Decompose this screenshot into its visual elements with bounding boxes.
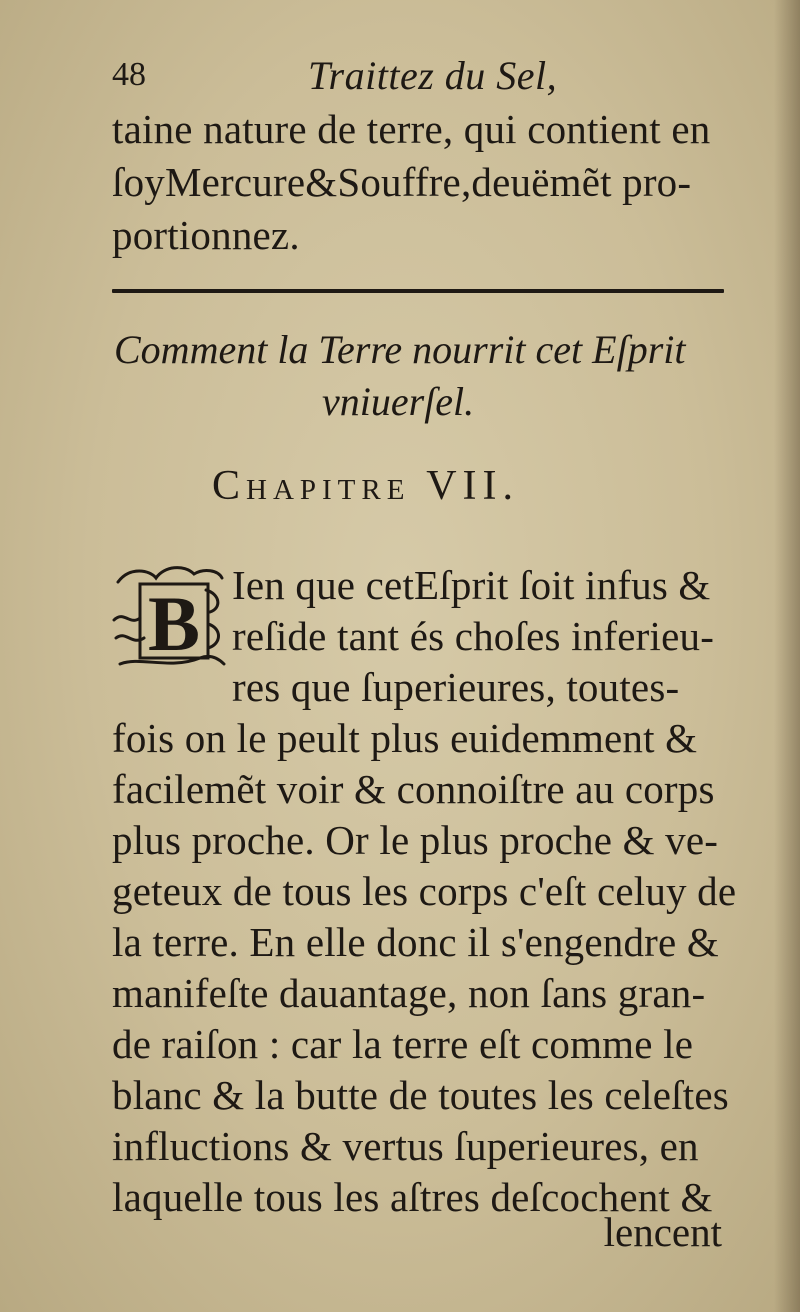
page-number: 48 bbox=[112, 56, 146, 93]
text-line: reſide tant és choſes inferieu- bbox=[232, 613, 715, 659]
section-title-line-2: vniuerſel. bbox=[322, 379, 475, 424]
text-line: de raiſon : car la terre eſt comme le bbox=[112, 1021, 694, 1067]
text-line: res que ſuperieures, toutes- bbox=[232, 664, 680, 710]
text-line: influctions & vertus ſuperieures, en bbox=[112, 1123, 699, 1169]
section-title-line-1: Comment la Terre nourrit cet Eſprit bbox=[114, 327, 686, 372]
text-line: fois on le peult plus euidemment & bbox=[112, 715, 698, 761]
text-line: Ien que cetEſprit ſoit infus & bbox=[232, 562, 711, 608]
ornamental-initial-icon bbox=[110, 560, 228, 672]
text-line: geteux de tous les corps c'eſt celuy de bbox=[112, 868, 737, 914]
catchword: lencent bbox=[603, 1209, 722, 1255]
text-line: ſoyMercure&Souffre,deuëmẽt pro- bbox=[112, 159, 692, 205]
text-line: taine nature de terre, qui contient en bbox=[112, 106, 711, 152]
page-header bbox=[112, 52, 732, 102]
text-line: portionnez. bbox=[112, 212, 300, 258]
running-head: Traittez du Sel, bbox=[308, 53, 558, 98]
text-line: blanc & la butte de toutes les celeſtes bbox=[112, 1072, 729, 1118]
text-line: plus proche. Or le plus proche & ve- bbox=[112, 817, 719, 863]
drop-cap-letter: B bbox=[147, 580, 201, 667]
section-divider bbox=[112, 289, 724, 293]
text-line: facilemẽt voir & connoiſtre au corps bbox=[112, 766, 715, 812]
text-line: laquelle tous les aſtres deſcochent & bbox=[112, 1174, 713, 1220]
text-line: la terre. En elle donc il s'engendre & bbox=[112, 919, 719, 965]
chapter-heading: Chapitre VII. bbox=[212, 463, 520, 509]
text-line: manifeſte dauantage, non ſans gran- bbox=[112, 970, 706, 1016]
